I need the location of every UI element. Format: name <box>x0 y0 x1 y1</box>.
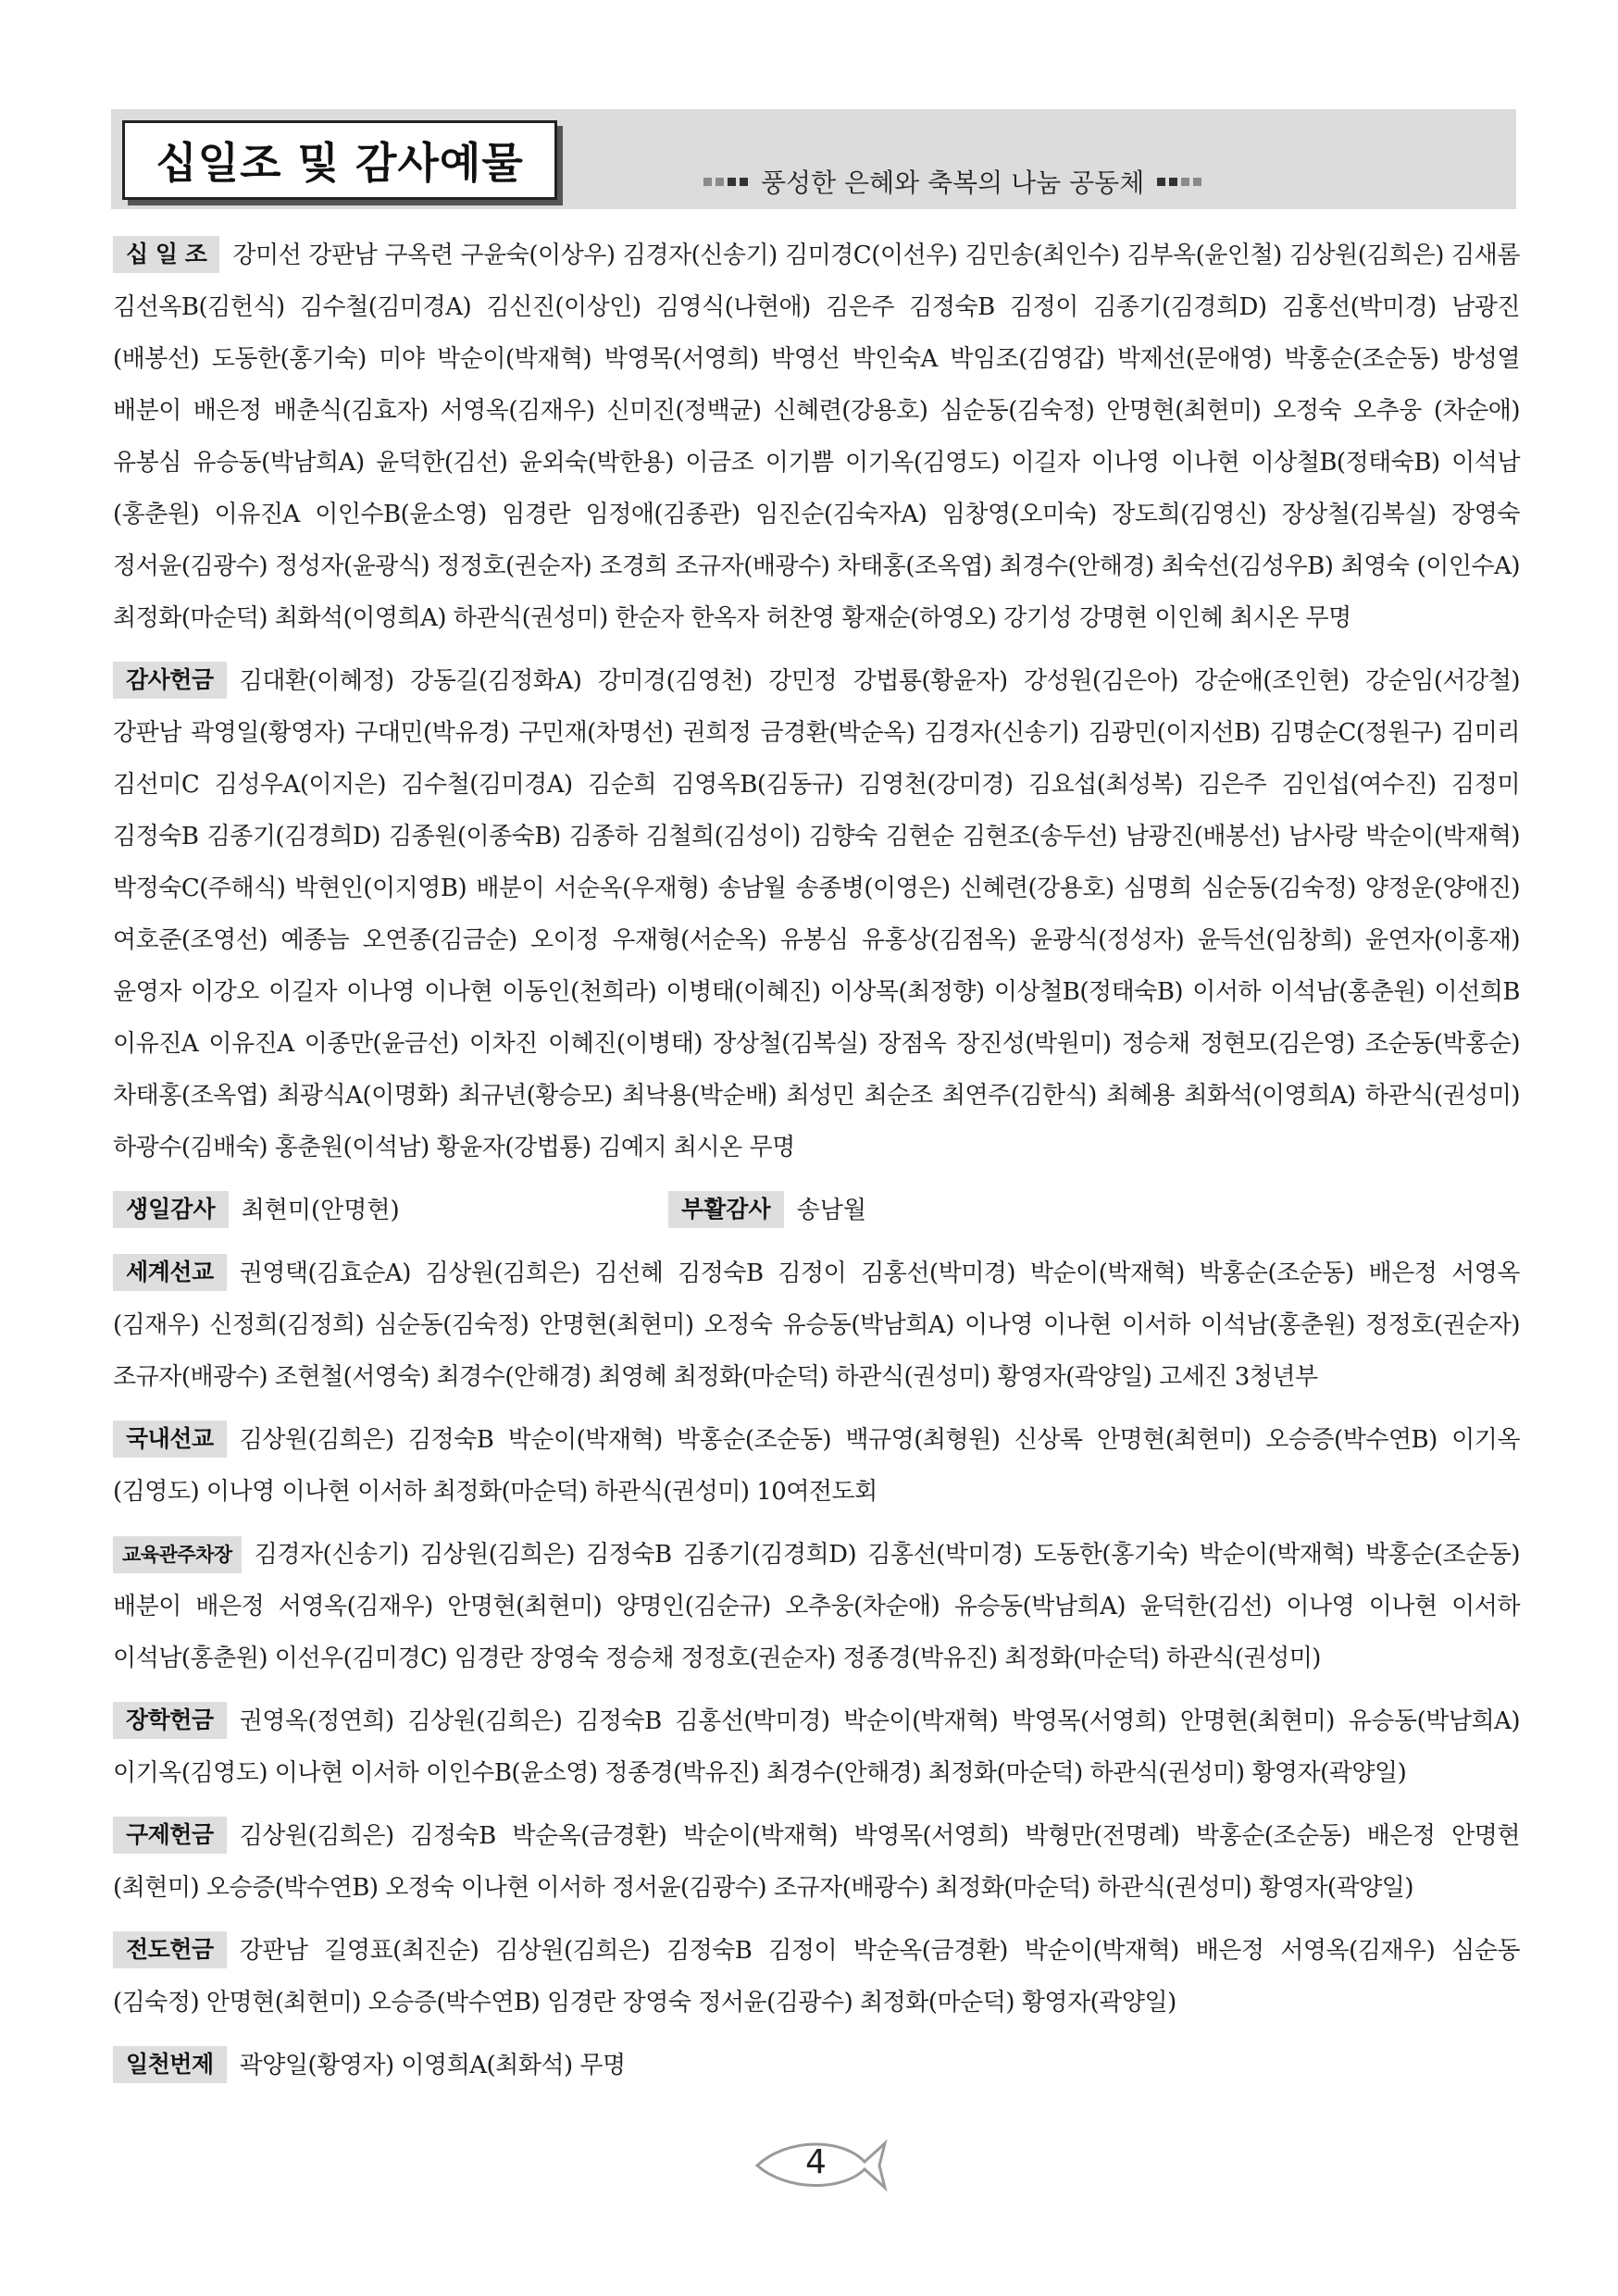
subtitle-text: 풍성한 은혜와 축복의 나눔 공동체 <box>761 168 1145 198</box>
title-box <box>122 120 557 200</box>
section-label: 부활감사 <box>668 1191 784 1228</box>
section-label: 구제헌금 <box>113 1817 227 1854</box>
section-names: 최현미(안명현) <box>241 1197 400 1224</box>
section-evangelism <box>113 1925 1520 2029</box>
section-names: 강판남 길영표(최진순) 김상원(김희은) 김정숙B 김정이 박순옥(금경환) 박순이(박재혁) 배은정 서영옥(김재우) 심순동 (김숙정) 안명현(최현미) 오승증(박수연B) 임경란 장영숙 정서윤(김광수) 최정화(마순덕) 황영자(곽양일) <box>113 1937 1520 2017</box>
section-scholarship <box>113 1695 1520 1799</box>
section-relief <box>113 1810 1520 1914</box>
section-education-parking <box>113 1529 1520 1684</box>
section-names: 권영옥(정연희) 김상원(김희은) 김정숙B 김홍선(박미경) 박순이(박재혁) 박영목(서영희) 안명현(최현미) 유승동(박남희A) 이기옥(김영도) 이나현 이서하 이인수B(윤소영) 정종경(박유진) 최경수(안해경) 최정화(마순덕) 하관식(권성미) 황영자(곽양일) <box>113 1707 1520 1787</box>
subtitle-row <box>703 163 1201 200</box>
section-label: 전도헌금 <box>113 1931 227 1968</box>
section-names: 권영택(김효순A) 김상원(김희은) 김선혜 김정숙B 김정이 김홍선(박미경) 박순이(박재혁) 박홍순(조순동) 배은정 서영옥 (김재우) 신정희(김정희) 심순동(김숙정) 안명현(최현미) 오정숙 유승동(박남희A) 이나영 이나현 이서하 이석남(홍춘원) 정정호(권순자) 조규자(배광수) 조현철(서영숙) 최경수(안해경) 최영혜 최정화(마순덕) 하관식(권성미) 황영자(곽양일) 고세진 3청년부 <box>113 1260 1520 1391</box>
section-label: 교육관주차장 <box>113 1536 242 1573</box>
section-label: 생일감사 <box>113 1191 229 1228</box>
section-names: 김상원(김희은) 김정숙B 박순옥(금경환) 박순이(박재혁) 박영목(서영희) 박형만(전명례) 박홍순(조순동) 배은정 안명현 (최현미) 오승증(박수연B) 오정숙 이나현 이서하 정서윤(김광수) 조규자(배광수) 최정화(마순덕) 하관식(권성미) 황영자(곽양일) <box>113 1822 1520 1902</box>
section-birthday-easter <box>113 1185 1520 1236</box>
section-thousand-offering <box>113 2040 1520 2091</box>
section-domestic-mission <box>113 1414 1520 1518</box>
section-thanks <box>113 655 1520 1173</box>
section-names: 김대환(이혜정) 강동길(김정화A) 강미경(김영천) 강민정 강법룡(황윤자) 강성원(김은아) 강순애(조인현) 강순임(서강철) 강판남 곽영일(황영자) 구대민(박유경) 구민재(차명선) 권희정 금경환(박순옥) 김경자(신송기) 김광민(이지선B) 김명순C(정원구) 김미리 김선미C 김성우A(이지은) 김수철(김미경A) 김순희 김영옥B(김동규) 김영천(강미경) 김요섭(최성복) 김은주 김인섭(여수진) 김정미 김정숙B 김종기(김경희D) 김종원(이종숙B) 김종하 김철희(김성이) 김향숙 김현순 김현조(송두선) 남광진(배봉선) 남사랑 박순이(박재혁) 박정숙C(주해식) 박현인(이지영B) 배분이 서순옥(우재형) 송남월 송종병(이영은) 신혜련(강용호) 심명희 심순동(김숙정) 양정운(양애진) 여호준(조영선) 예종늠 오연종(김금순) 오이정 우재형(서순옥) 유봉심 유홍상(김점옥) 윤광식(정성자) 윤득선(임창희) 윤연자(이홍재) 윤영자 이강오 이길자 이나영 이나현 이동인(천희라) 이병태(이혜진) 이상목(최정향) 이상철B(정태숙B) 이서하 이석남(홍춘원) 이선희B 이유진A 이유진A 이종만(윤금선) 이차진 이혜진(이병태) 장상철(김복실) 장점옥 장진성(박원미) 정승채 정현모(김은영) 조순동(박홍순) 차태홍(조옥엽) 최광식A(이명화) 최규년(황승모) 최낙용(박순배) 최성민 최순조 최연주(김한식) 최혜용 최화석(이영희A) 하관식(권성미) 하광수(김배숙) 홍춘원(이석남) 황윤자(강법룡) 김예지 최시온 무명 <box>113 667 1520 1161</box>
section-names: 김경자(신송기) 김상원(김희은) 김정숙B 김종기(김경희D) 김홍선(박미경) 도동한(홍기숙) 박순이(박재혁) 박홍순(조순동) 배분이 배은정 서영옥(김재우) 안명현(최현미) 양명인(김순규) 오추웅(차순애) 유승동(박남희A) 윤덕한(김선) 이나영 이나현 이서하 이석남(홍춘원) 이선우(김미경C) 임경란 장영숙 정승채 정정호(권순자) 정종경(박유진) 최정화(마순덕) 하관식(권성미) <box>113 1541 1520 1672</box>
offering-list <box>113 230 1520 2103</box>
section-names: 송남월 <box>796 1197 866 1224</box>
section-label: 십 일 조 <box>113 236 219 273</box>
section-label: 국내선교 <box>113 1421 227 1458</box>
right-squares-icon <box>1157 178 1201 186</box>
page-title: 십일조 및 감사예물 <box>156 138 524 188</box>
section-tithe <box>113 230 1520 644</box>
section-label: 장학헌금 <box>113 1702 227 1739</box>
page-footer <box>750 2134 889 2193</box>
section-names: 곽양일(황영자) 이영희A(최화석) 무명 <box>239 2052 626 2079</box>
section-world-mission <box>113 1247 1520 1403</box>
section-easter <box>668 1185 866 1236</box>
section-label: 감사헌금 <box>113 662 227 699</box>
section-label: 일천번제 <box>113 2046 227 2083</box>
section-label: 세계선교 <box>113 1254 227 1291</box>
section-names: 강미선 강판남 구옥련 구윤숙(이상우) 김경자(신송기) 김미경C(이선우) 김민송(최인수) 김부옥(윤인철) 김상원(김희은) 김새롬 김선옥B(김헌식) 김수철(김미경A) 김신진(이상인) 김영식(나현애) 김은주 김정숙B 김정이 김종기(김경희D) 김홍선(박미경) 남광진(배봉선) 도동한(홍기숙) 미야 박순이(박재혁) 박영목(서영희) 박영선 박인숙A 박임조(김영갑) 박제선(문애영) 박홍순(조순동) 방성열 배분이 배은정 배춘식(김효자) 서영옥(김재우) 신미진(정백균) 신혜련(강용호) 심순동(김숙정) 안명현(최현미) 오정숙 오추웅 (차순애) 유봉심 유승동(박남희A) 윤덕한(김선) 윤외숙(박한용) 이금조 이기쁨 이기옥(김영도) 이길자 이나영 이나현 이상철B(정태숙B) 이석남(홍춘원) 이유진A 이인수B(윤소영) 임경란 임정애(김종관) 임진순(김숙자A) 임창영(오미숙) 장도희(김영신) 장상철(김복실) 장영숙 정서윤(김광수) 정성자(윤광식) 정정호(권순자) 조경희 조규자(배광수) 차태홍(조옥엽) 최경수(안해경) 최숙선(김성우B) 최영숙 (이인수A) 최정화(마순덕) 최화석(이영희A) 하관식(권성미) 한순자 한옥자 허찬영 황재순(하영오) 강기성 강명현 이인혜 최시온 무명 <box>113 242 1520 632</box>
section-birthday <box>113 1185 668 1236</box>
page-number: 4 <box>805 2143 827 2181</box>
left-squares-icon <box>703 178 748 186</box>
section-names: 김상원(김희은) 김정숙B 박순이(박재혁) 박홍순(조순동) 백규영(최형원) 신상록 안명현(최현미) 오승증(박수연B) 이기옥 (김영도) 이나영 이나현 이서하 최정화(마순덕) 하관식(권성미) 10여전도회 <box>113 1426 1520 1506</box>
